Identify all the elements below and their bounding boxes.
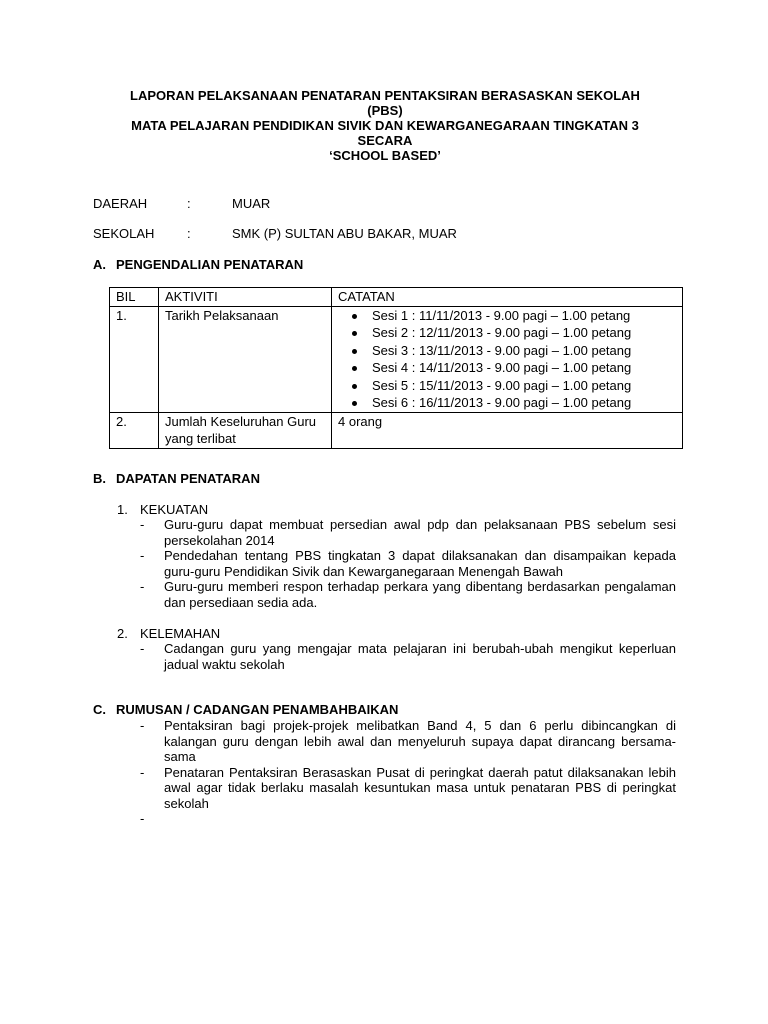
list-item <box>140 641 676 672</box>
title-line-2: (PBS) <box>367 103 403 118</box>
session-item: Sesi 1 : 11/11/2013 - 9.00 pagi – 1.00 petang <box>350 307 676 325</box>
dash-marker: - <box>140 811 145 826</box>
dash-marker: - <box>140 718 145 733</box>
row1-catatan <box>332 306 683 412</box>
daerah-colon: : <box>187 196 191 211</box>
title-line-3: MATA PELAJARAN PENDIDIKAN SIVIK DAN KEWARGANEGARAAN TINGKATAN 3 <box>131 118 639 133</box>
dash-marker: - <box>140 517 145 532</box>
dash-marker: - <box>140 548 145 563</box>
list-item-text: Pentaksiran bagi projek-projek melibatkan Band 4, 5 dan 6 perlu dibincangkan di kalangan guru dengan lebih awal dan menyeluruh supaya dapat dirancang bersama-sama <box>164 718 676 764</box>
session-item: Sesi 6 : 16/11/2013 - 9.00 pagi – 1.00 petang <box>350 394 676 412</box>
table-row <box>110 412 683 448</box>
kelemahan-label: KELEMAHAN <box>140 626 221 641</box>
title-line-4: SECARA <box>357 133 413 148</box>
section-c-title: RUMUSAN / CADANGAN PENAMBAHBAIKAN <box>116 702 399 717</box>
session-item: Sesi 3 : 13/11/2013 - 9.00 pagi – 1.00 petang <box>350 342 676 360</box>
list-item-text: Pendedahan tentang PBS tingkatan 3 dapat dilaksanakan dan disampaikan kepada guru-guru Pendidikan Sivik dan Kewarganegaraan Menengah Bawah <box>164 548 676 579</box>
title-line-1: LAPORAN PELAKSANAAN PENATARAN PENTAKSIRAN BERASASKAN SEKOLAH <box>130 88 640 103</box>
section-a-heading <box>93 257 303 272</box>
kelemahan-number: 2. <box>117 626 128 641</box>
section-b-letter: B. <box>93 471 106 486</box>
session-list <box>338 307 676 412</box>
section-b-title: DAPATAN PENATARAN <box>116 471 260 486</box>
list-item <box>140 548 676 579</box>
list-item-text: Guru-guru dapat membuat persedian awal pdp dan pelaksanaan PBS sebelum sesi persekolahan 2014 <box>164 517 676 548</box>
list-item <box>140 579 676 610</box>
section-a-title: PENGENDALIAN PENATARAN <box>116 257 304 272</box>
dash-marker: - <box>140 579 145 594</box>
table-header-row <box>110 288 683 307</box>
section-c-letter: C. <box>93 702 106 717</box>
list-item-text: Cadangan guru yang mengajar mata pelajaran ini berubah-ubah mengikut keperluan jadual waktu sekolah <box>164 641 676 672</box>
session-item: Sesi 2 : 12/11/2013 - 9.00 pagi – 1.00 petang <box>350 324 676 342</box>
sekolah-value: SMK (P) SULTAN ABU BAKAR, MUAR <box>232 226 457 241</box>
list-item <box>140 718 676 765</box>
sekolah-label: SEKOLAH <box>93 226 155 241</box>
kelemahan-list <box>140 641 676 672</box>
row2-catatan: 4 orang <box>332 412 683 448</box>
header-aktiviti: AKTIVITI <box>159 288 332 307</box>
activity-table <box>109 287 683 449</box>
report-title <box>90 88 680 163</box>
sekolah-colon: : <box>187 226 191 241</box>
title-line-5: ‘SCHOOL BASED’ <box>329 148 441 163</box>
kekuatan-list <box>140 517 676 610</box>
list-item-text: Guru-guru memberi respon terhadap perkara yang dibentang berdasarkan pengalaman dan persediaan sedia ada. <box>164 579 676 610</box>
session-item: Sesi 5 : 15/11/2013 - 9.00 pagi – 1.00 petang <box>350 377 676 395</box>
kelemahan-heading <box>117 626 220 641</box>
list-item <box>140 765 676 812</box>
table-row <box>110 306 683 412</box>
list-item <box>140 517 676 548</box>
dash-marker: - <box>140 764 145 780</box>
row2-bil: 2. <box>110 412 159 448</box>
daerah-label: DAERAH <box>93 196 148 211</box>
kekuatan-heading <box>117 502 208 517</box>
rumusan-list <box>140 718 676 827</box>
row1-aktiviti: Tarikh Pelaksanaan <box>159 306 332 412</box>
dash-marker: - <box>140 641 145 656</box>
session-item: Sesi 4 : 14/11/2013 - 9.00 pagi – 1.00 petang <box>350 359 676 377</box>
header-bil: BIL <box>110 288 159 307</box>
header-catatan: CATATAN <box>332 288 683 307</box>
list-item <box>140 811 676 827</box>
kekuatan-number: 1. <box>117 502 128 517</box>
daerah-value: MUAR <box>232 196 271 211</box>
row1-bil: 1. <box>110 306 159 412</box>
section-a-letter: A. <box>93 257 106 272</box>
kekuatan-label: KEKUATAN <box>140 502 209 517</box>
row2-aktiviti: Jumlah Keseluruhan Guru yang terlibat <box>159 412 332 448</box>
section-c-heading <box>93 702 398 717</box>
list-item-text: Penataran Pentaksiran Berasaskan Pusat di peringkat daerah patut dilaksanakan lebih awal agar tidak berlaku masalah kesuntukan masa untuk penataran PBS di peringkat sekolah <box>164 764 676 811</box>
section-b-heading <box>93 471 260 486</box>
